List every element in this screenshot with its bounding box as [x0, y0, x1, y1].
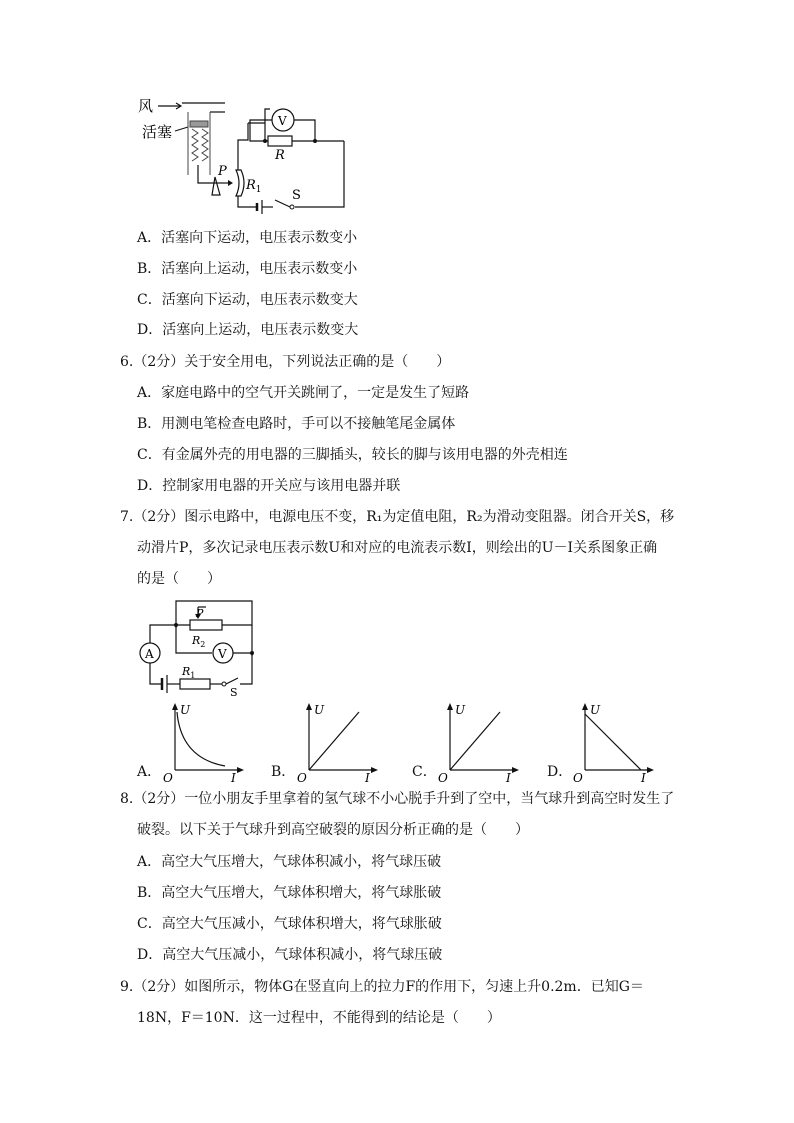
resistor-r2 [190, 620, 222, 630]
q8-stem-line-1: 8.（2分）一位小朋友手里拿着的氢气球不小心脱手升到了空中，当气球升到高空时发生了 [120, 791, 675, 807]
y-axis-label: U [455, 703, 466, 717]
fulcrum [212, 177, 220, 195]
origin-label: O [573, 771, 583, 785]
graph-option-label: D． [547, 764, 573, 780]
q6-option-c: C．有金属外壳的用电器的三脚插头，较长的脚与该用电器的外壳相连 [137, 447, 568, 463]
q6-stem: 6.（2分）关于安全用电，下列说法正确的是（ ） [120, 354, 451, 370]
q7-stem-line-3: 的是（ ） [137, 571, 221, 587]
x-axis-label: I [231, 771, 236, 785]
r2-label: $R_2$ [192, 634, 206, 649]
origin-label: O [297, 771, 307, 785]
q6-option-d: D．控制家用电器的开关应与该用电器并联 [137, 478, 401, 494]
q5-option-d: D．活塞向上运动，电压表示数变大 [137, 322, 359, 338]
graph-curve [177, 712, 225, 766]
x-axis-arrow [647, 767, 654, 773]
q8-option-c: C．高空大气压减小，气球体积增大，将气球胀破 [137, 916, 442, 932]
slider-tip [228, 180, 233, 186]
switch-label: S [230, 686, 238, 699]
r1-label: $R_1$ [246, 178, 262, 195]
q8-option-d: D．高空大气压减小，气球体积减小，将气球压破 [137, 947, 443, 963]
q5-option-c: C．活塞向下运动，电压表示数变大 [137, 292, 358, 308]
y-axis-label: U [314, 703, 325, 717]
y-axis-label: U [180, 703, 191, 717]
q7-stem-line-2: 动滑片P，多次记录电压表示数U和对应的电流表示数I，则绘出的U－I关系图象正确 [137, 540, 658, 556]
wire-right [295, 141, 344, 207]
switch-blade [275, 200, 290, 207]
q5-circuit-figure [130, 95, 360, 215]
x-axis-arrow [237, 767, 244, 773]
wire-left [238, 123, 248, 170]
wire-bottom-left [150, 663, 162, 684]
resistor-r1 [180, 679, 210, 689]
q5-option-b: B．活塞向上运动，电压表示数变小 [137, 261, 358, 277]
graph-a [163, 700, 248, 785]
x-axis-label: I [365, 771, 370, 785]
switch-label: S [292, 188, 301, 203]
voltmeter-label: V [218, 647, 227, 661]
q8-stem-line-2: 破裂。以下关于气球升到高空破裂的原因分析正确的是（ ） [137, 822, 529, 838]
wire-v-left [265, 109, 270, 123]
graph-curve [309, 712, 359, 770]
junction-right [313, 139, 317, 143]
switch-pivot [222, 682, 226, 686]
graph-b [297, 700, 382, 785]
wire-r2-left [150, 625, 190, 643]
q8-option-b: B．高空大气压增大，气球体积增大，将气球胀破 [137, 885, 442, 901]
p-label: P [218, 164, 227, 179]
y-axis-arrow [172, 703, 178, 710]
resistor-r [268, 136, 292, 146]
wire-bottom-left [238, 196, 257, 207]
switch-pivot [290, 205, 294, 209]
piston-spring [188, 112, 210, 175]
piston-label: 活塞 [142, 123, 173, 141]
q7-stem-line-1: 7.（2分）图示电路中，电源电压不变，R₁为定值电阻，R₂为滑动变阻器。闭合开关S，移 [120, 509, 675, 525]
graph-c [438, 700, 523, 785]
x-axis-label: I [641, 771, 646, 785]
y-axis-label: U [590, 703, 601, 717]
q6-option-a: A．家庭电路中的空气开关跳闸了，一定是发生了短路 [137, 385, 470, 401]
graph-option-label: B． [271, 764, 296, 780]
piston-pointer [175, 127, 188, 131]
wire-v-right [294, 120, 315, 141]
x-axis-arrow [371, 767, 378, 773]
q9-stem-line-1: 9.（2分）如图所示，物体G在竖直向上的拉力F的作用下，匀速上升0.2m．已知G＝ [120, 979, 644, 995]
r1-label: $R_1$ [182, 665, 196, 680]
q9-stem-line-2: 18N，F＝10N．这一过程中，不能得到的结论是（ ） [137, 1010, 501, 1026]
ammeter-label: A [145, 647, 154, 661]
q7-circuit-figure [136, 598, 266, 698]
graph-d [573, 700, 658, 785]
switch-blade [226, 678, 238, 684]
x-axis-arrow [512, 767, 519, 773]
p-label: P [196, 607, 204, 620]
x-axis-label: I [506, 771, 511, 785]
rod [198, 165, 215, 183]
r-label: R [275, 148, 285, 163]
r1-arc-resistor [236, 170, 244, 196]
origin-label: O [163, 771, 173, 785]
wind-label: 风 [138, 97, 154, 115]
graph-curve [450, 712, 500, 770]
q6-option-b: B．用测电笔检查电路时，手可以不接触笔尾金属体 [137, 416, 456, 432]
q8-option-a: A．高空大气压增大，气球体积减小，将气球压破 [137, 854, 442, 870]
y-axis-arrow [582, 703, 588, 710]
graph-option-label: A． [137, 764, 162, 780]
graph-curve [585, 714, 641, 770]
q5-option-a: A．活塞向下运动，电压表示数变小 [137, 230, 358, 246]
voltmeter-label: V [278, 114, 287, 128]
origin-label: O [438, 771, 448, 785]
y-axis-arrow [306, 703, 312, 710]
graph-option-label: C． [412, 764, 437, 780]
y-axis-arrow [447, 703, 453, 710]
wire-bottom-right [240, 653, 252, 684]
